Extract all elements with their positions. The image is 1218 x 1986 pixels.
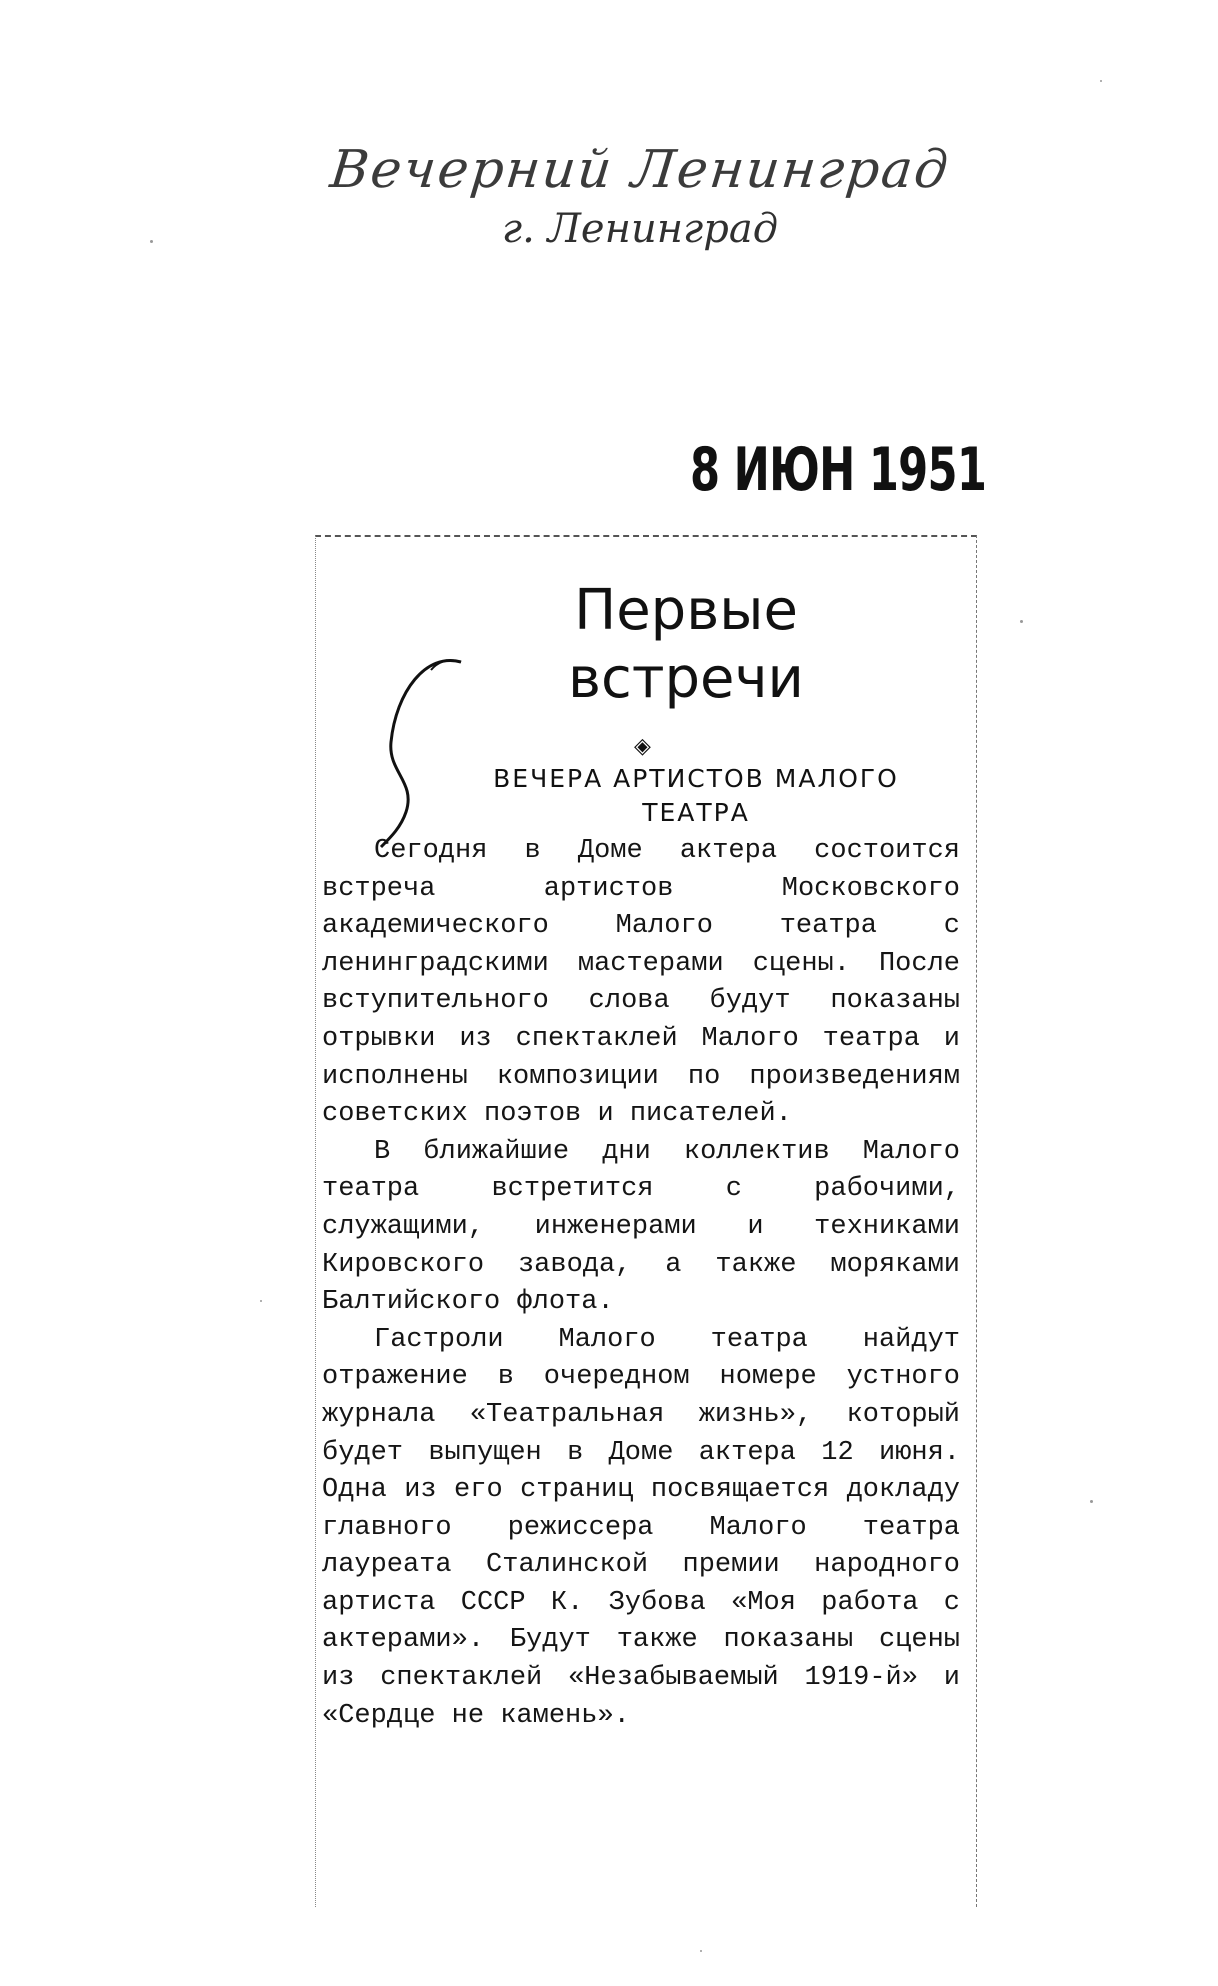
swirl-ornament-icon [366, 652, 466, 852]
noise-speck [150, 240, 153, 243]
article-clipping [315, 535, 977, 1907]
article-paragraph-1: Сегодня в Доме актера состоится встреча артистов Московского академического Малого театра с ленинградскими мастерами сцены. После вступительного слова будут показаны отрывки из спектаклей Малого театра и исполнены композиции по произведениям советских поэтов и писателей. [322, 836, 960, 1130]
headline-line-1: Первые [574, 578, 798, 643]
date-stamp: 8 ИЮН 1951 [690, 435, 987, 505]
article-paragraph-3: Гастроли Малого театра найдут отражение в очередном номере устного журнала «Театральная жизнь», который будет выпущен в Доме актера 12 июня. Одна из его страниц посвящается докладу главного режиссера Малого театра лауреата Сталинской премии народного артиста СССР К. Зубова «Моя работа с актерами». Будут также показаны сцены из спектаклей «Незабываемый 1919-й» и «Сердце не камень». [322, 1324, 960, 1731]
diamond-ornament-icon: ◈ [634, 734, 651, 759]
source-stamp [310, 140, 970, 252]
article-body [322, 833, 960, 1735]
article-paragraph-2: В ближайшие дни коллектив Малого театра встретится с рабочими, служащими, инженерами и техниками Кировского завода, а также моряками Балтийского флота. [322, 1136, 960, 1318]
headline-line-2: встречи [568, 646, 804, 711]
noise-speck [1090, 1500, 1093, 1503]
noise-speck [700, 1950, 702, 1952]
newspaper-name: Вечерний Ленинград [327, 140, 953, 200]
noise-speck [1020, 620, 1023, 623]
noise-speck [1100, 80, 1102, 82]
city-name: г. Ленинград [501, 206, 779, 252]
noise-speck [260, 1300, 262, 1302]
article-subheading: ВЕЧЕРА АРТИСТОВ МАЛОГО ТЕАТРА [493, 764, 899, 827]
